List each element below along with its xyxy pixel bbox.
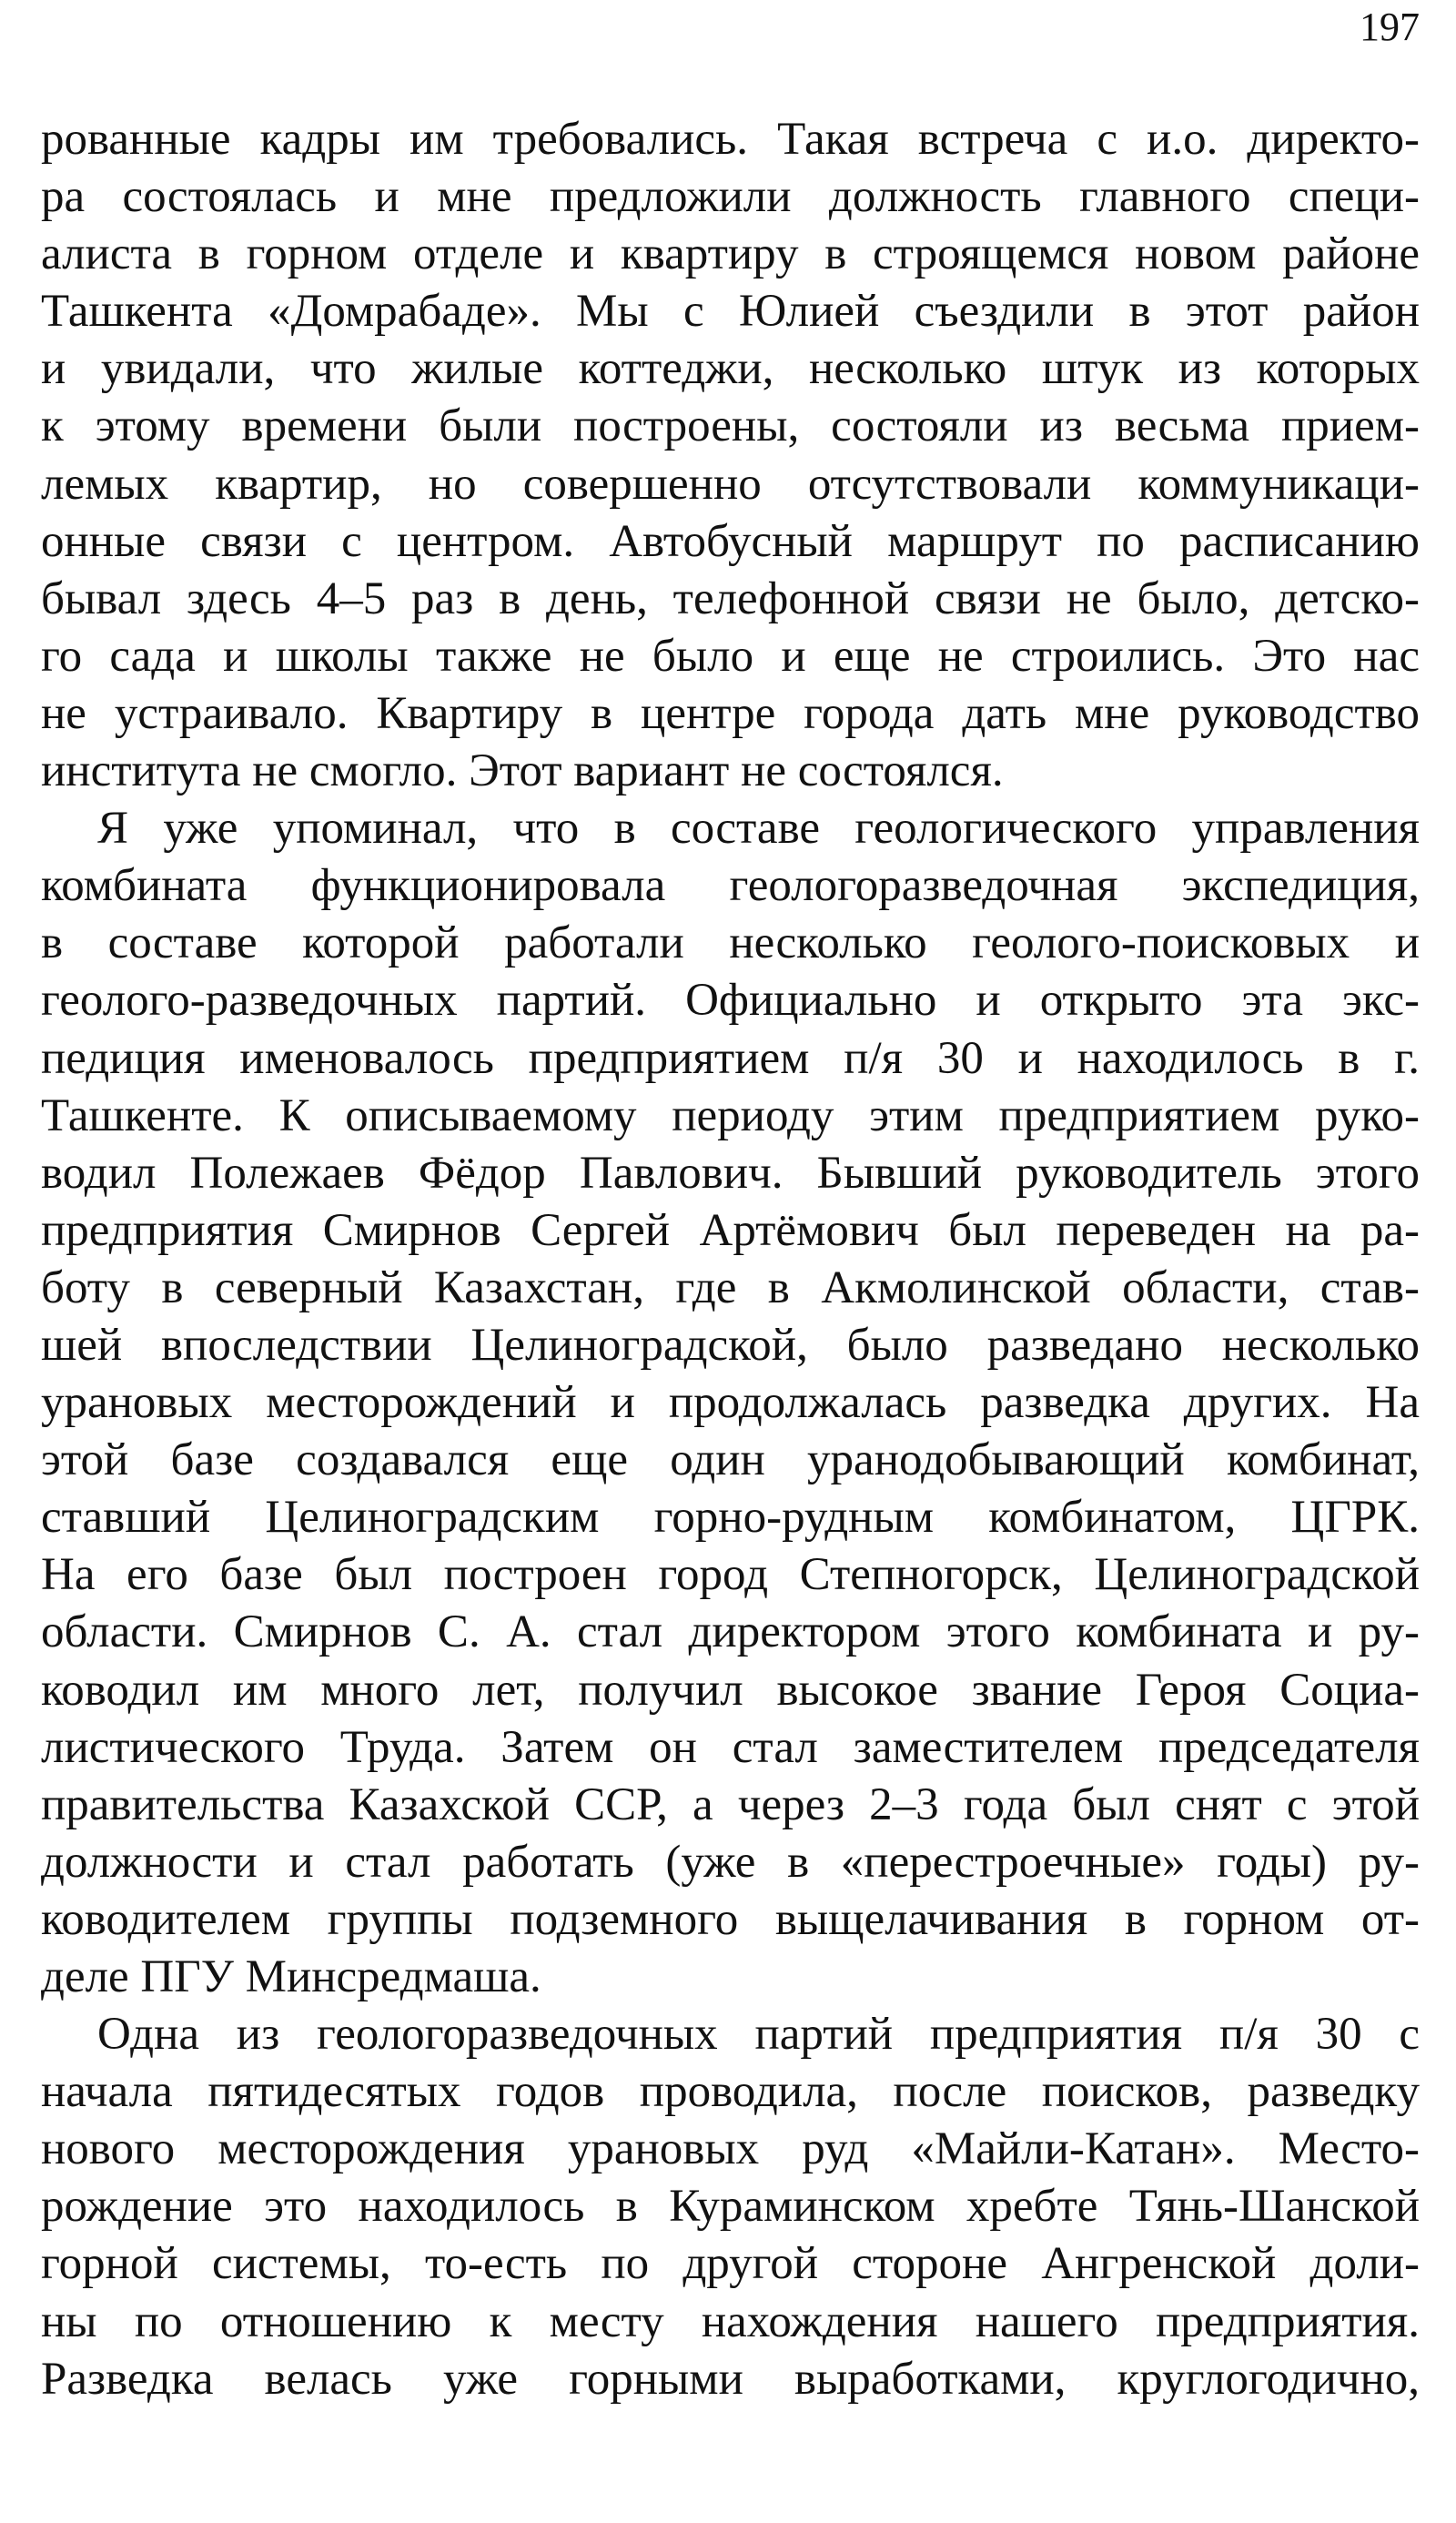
- text-line: го сада и школы также не было и еще не строились. Это нас: [41, 630, 1420, 682]
- paragraph-2: [41, 800, 1420, 2006]
- text-line: ны по отношению к месту нахождения нашего предприятия.: [41, 2295, 1420, 2347]
- text-line: должности и стал работать (уже в «перестроечные» годы) ру-: [41, 1836, 1420, 1888]
- text-line: института не смогло. Этот вариант не состоялся.: [41, 745, 1004, 797]
- text-line: ководил им много лет, получил высокое звание Героя Социа-: [41, 1664, 1420, 1716]
- page-number: 197: [1360, 5, 1420, 49]
- text-line: не устраивало. Квартиру в центре города дать мне руководство: [41, 687, 1420, 739]
- text-line: в составе которой работали несколько геолого-поисковых и: [41, 917, 1420, 969]
- text-line: к этому времени были построены, состояли из весьма прием-: [41, 400, 1420, 452]
- paragraph-3: [41, 2006, 1420, 2408]
- text-line: комбината функционировала геологоразведочная экспедиция,: [41, 860, 1420, 912]
- text-line: боту в северный Казахстан, где в Акмолинской области, став-: [41, 1262, 1420, 1313]
- text-line: Разведка велась уже горными выработками, круглогодично,: [41, 2353, 1420, 2405]
- text-line: Ташкенте. К описываемому периоду этим предприятием руко-: [41, 1089, 1420, 1141]
- text-line: педиция именовалось предприятием п/я 30 и находилось в г.: [41, 1032, 1420, 1084]
- text-line: ставший Целиноградским горно-рудным комбинатом, ЦГРК.: [41, 1492, 1420, 1544]
- text-line: бывал здесь 4–5 раз в день, телефонной связи не было, детско-: [41, 572, 1420, 624]
- text-line: водил Полежаев Фёдор Павлович. Бывший руководитель этого: [41, 1147, 1420, 1199]
- text-line: онные связи с центром. Автобусный маршрут по расписанию: [41, 515, 1420, 567]
- text-line: Одна из геологоразведочных партий предприятия п/я 30 с: [97, 2009, 1420, 2061]
- text-line: горной системы, то-есть по другой стороне Ангренской доли-: [41, 2238, 1420, 2290]
- text-line: этой базе создавался еще один уранодобывающий комбинат,: [41, 1434, 1420, 1486]
- body-text: [41, 111, 1420, 2408]
- text-line: нового месторождения урановых руд «Майли-Катан». Место-: [41, 2123, 1420, 2175]
- text-line: геолого-разведочных партий. Официально и открыто эта экс-: [41, 975, 1420, 1027]
- text-line: листического Труда. Затем он стал заместителем председателя: [41, 1721, 1420, 1773]
- text-line: Ташкента «Домрабаде». Мы с Юлией съездили в этот район: [41, 286, 1420, 338]
- text-line: правительства Казахской ССР, а через 2–3 года был снят с этой: [41, 1778, 1420, 1830]
- text-line: и увидали, что жилые коттеджи, несколько штук из которых: [41, 343, 1420, 395]
- text-line: рождение это находилось в Кураминском хребте Тянь-Шанской: [41, 2181, 1420, 2233]
- text-line: лемых квартир, но совершенно отсутствовали коммуникаци-: [41, 458, 1420, 510]
- text-line: деле ПГУ Минсредмаша.: [41, 1951, 541, 2002]
- text-line: ководителем группы подземного выщелачивания в горном от-: [41, 1893, 1420, 1945]
- paragraph-1: [41, 111, 1420, 800]
- text-line: начала пятидесятых годов проводила, после поисков, разведку: [41, 2066, 1420, 2118]
- text-line: урановых месторождений и продолжалась разведка других. На: [41, 1377, 1420, 1429]
- text-line: алиста в горном отделе и квартиру в строящемся новом районе: [41, 228, 1420, 280]
- text-line: рованные кадры им требовались. Такая встреча с и.о. директо-: [41, 114, 1420, 165]
- text-line: предприятия Смирнов Сергей Артёмович был переведен на ра-: [41, 1204, 1420, 1256]
- text-line: Я уже упоминал, что в составе геологического управления: [97, 803, 1420, 855]
- text-line: шей впоследствии Целиноградской, было разведано несколько: [41, 1319, 1420, 1371]
- text-line: На его базе был построен город Степногорск, Целиноградской: [41, 1549, 1420, 1601]
- text-line: ра состоялась и мне предложили должность главного специ-: [41, 171, 1420, 223]
- text-line: области. Смирнов С. А. стал директором этого комбината и ру-: [41, 1606, 1420, 1658]
